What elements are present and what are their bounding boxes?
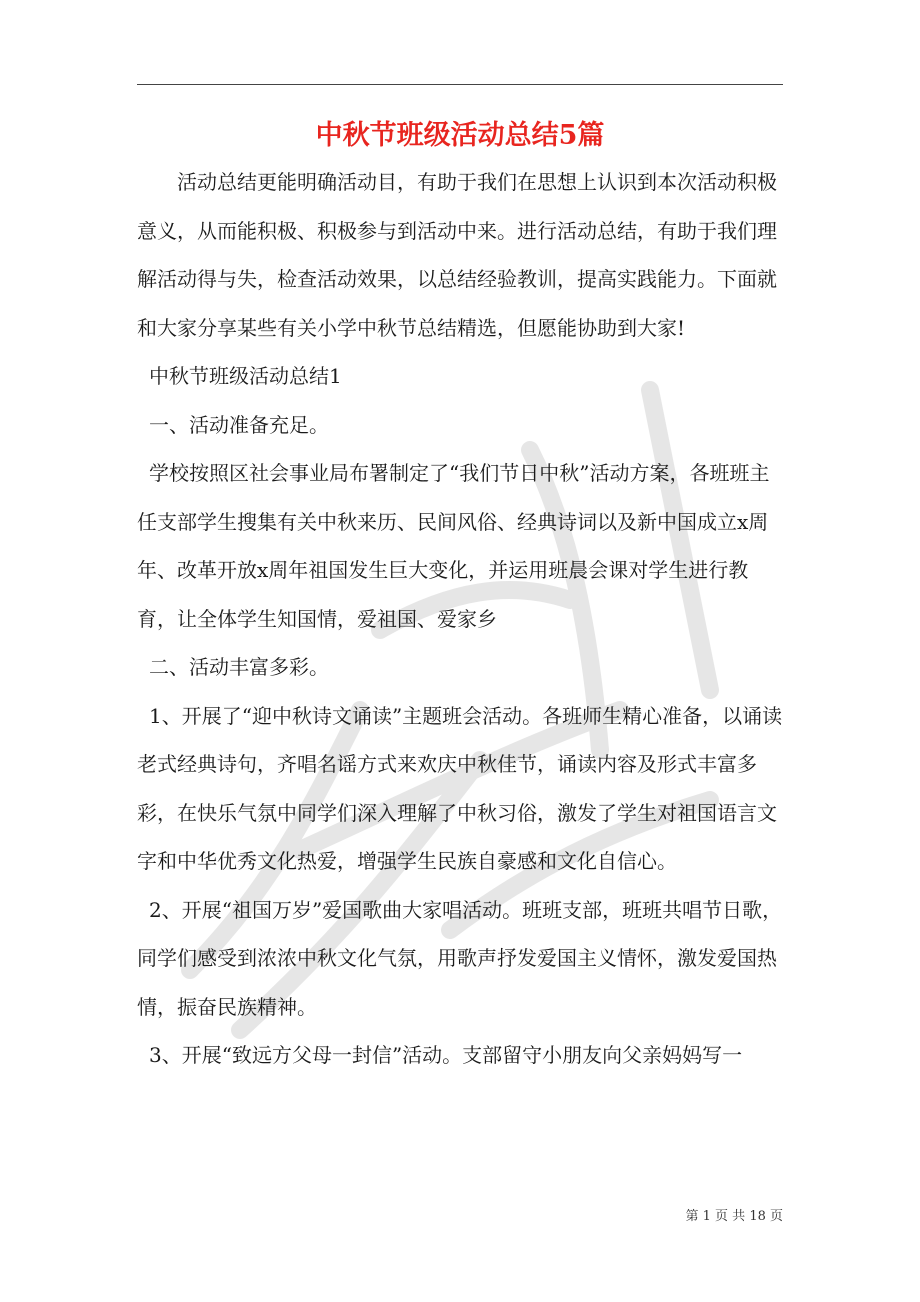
part2-heading: 二、活动丰富多彩。: [149, 655, 329, 679]
part1-heading: 一、活动准备充足。: [149, 412, 329, 437]
document-body: [137, 158, 783, 1080]
section-heading: 中秋节班级活动总结1: [149, 364, 342, 388]
page-number: 第 1 页 共 18 页: [685, 1209, 783, 1224]
item3-paragraph: 3、开展“致远方父母一封信”活动。支部留守小朋友向父亲妈妈写一: [149, 1043, 743, 1067]
item1-paragraph: 1、开展了“迎中秋诗文诵读”主题班会活动。各班师生精心准备，以诵读老式经典诗句，齐唱名谣方式来欢庆中秋佳节，诵读内容及形式丰富多彩，在快乐气氛中同学们深入理解了中秋习俗，激发了学生对祖国语言文字和中华优秀文化热爱，增强学生民族自豪感和文化自信心。: [137, 703, 783, 873]
document-title: 中秋节班级活动总结5篇: [315, 120, 605, 151]
item2-paragraph: 2、开展“祖国万岁”爱国歌曲大家唱活动。班班支部，班班共唱节日歌，同学们感受到浓浓中秋文化气氛，用歌声抒发爱国主义情怀，激发爱国热情，振奋民族精神。: [137, 897, 783, 1019]
header-rule: [137, 84, 783, 85]
intro-paragraph: 活动总结更能明确活动目，有助于我们在思想上认识到本次活动积极意义，从而能积极、积极参与到活动中来。进行活动总结，有助于我们理解活动得与失，检查活动效果，以总结经验教训，提高实践能力。下面就和大家分享某些有关小学中秋节总结精选，但愿能协助到大家!: [137, 170, 777, 340]
part1-paragraph: 学校按照区社会事业局布署制定了“我们节日中秋”活动方案，各班班主任支部学生搜集有关中秋来历、民间风俗、经典诗词以及新中国成立x周年、改革开放x周年祖国发生巨大变化，并运用班晨会课对学生进行教育，让全体学生知国情，爱祖国、爱家乡: [137, 461, 770, 631]
